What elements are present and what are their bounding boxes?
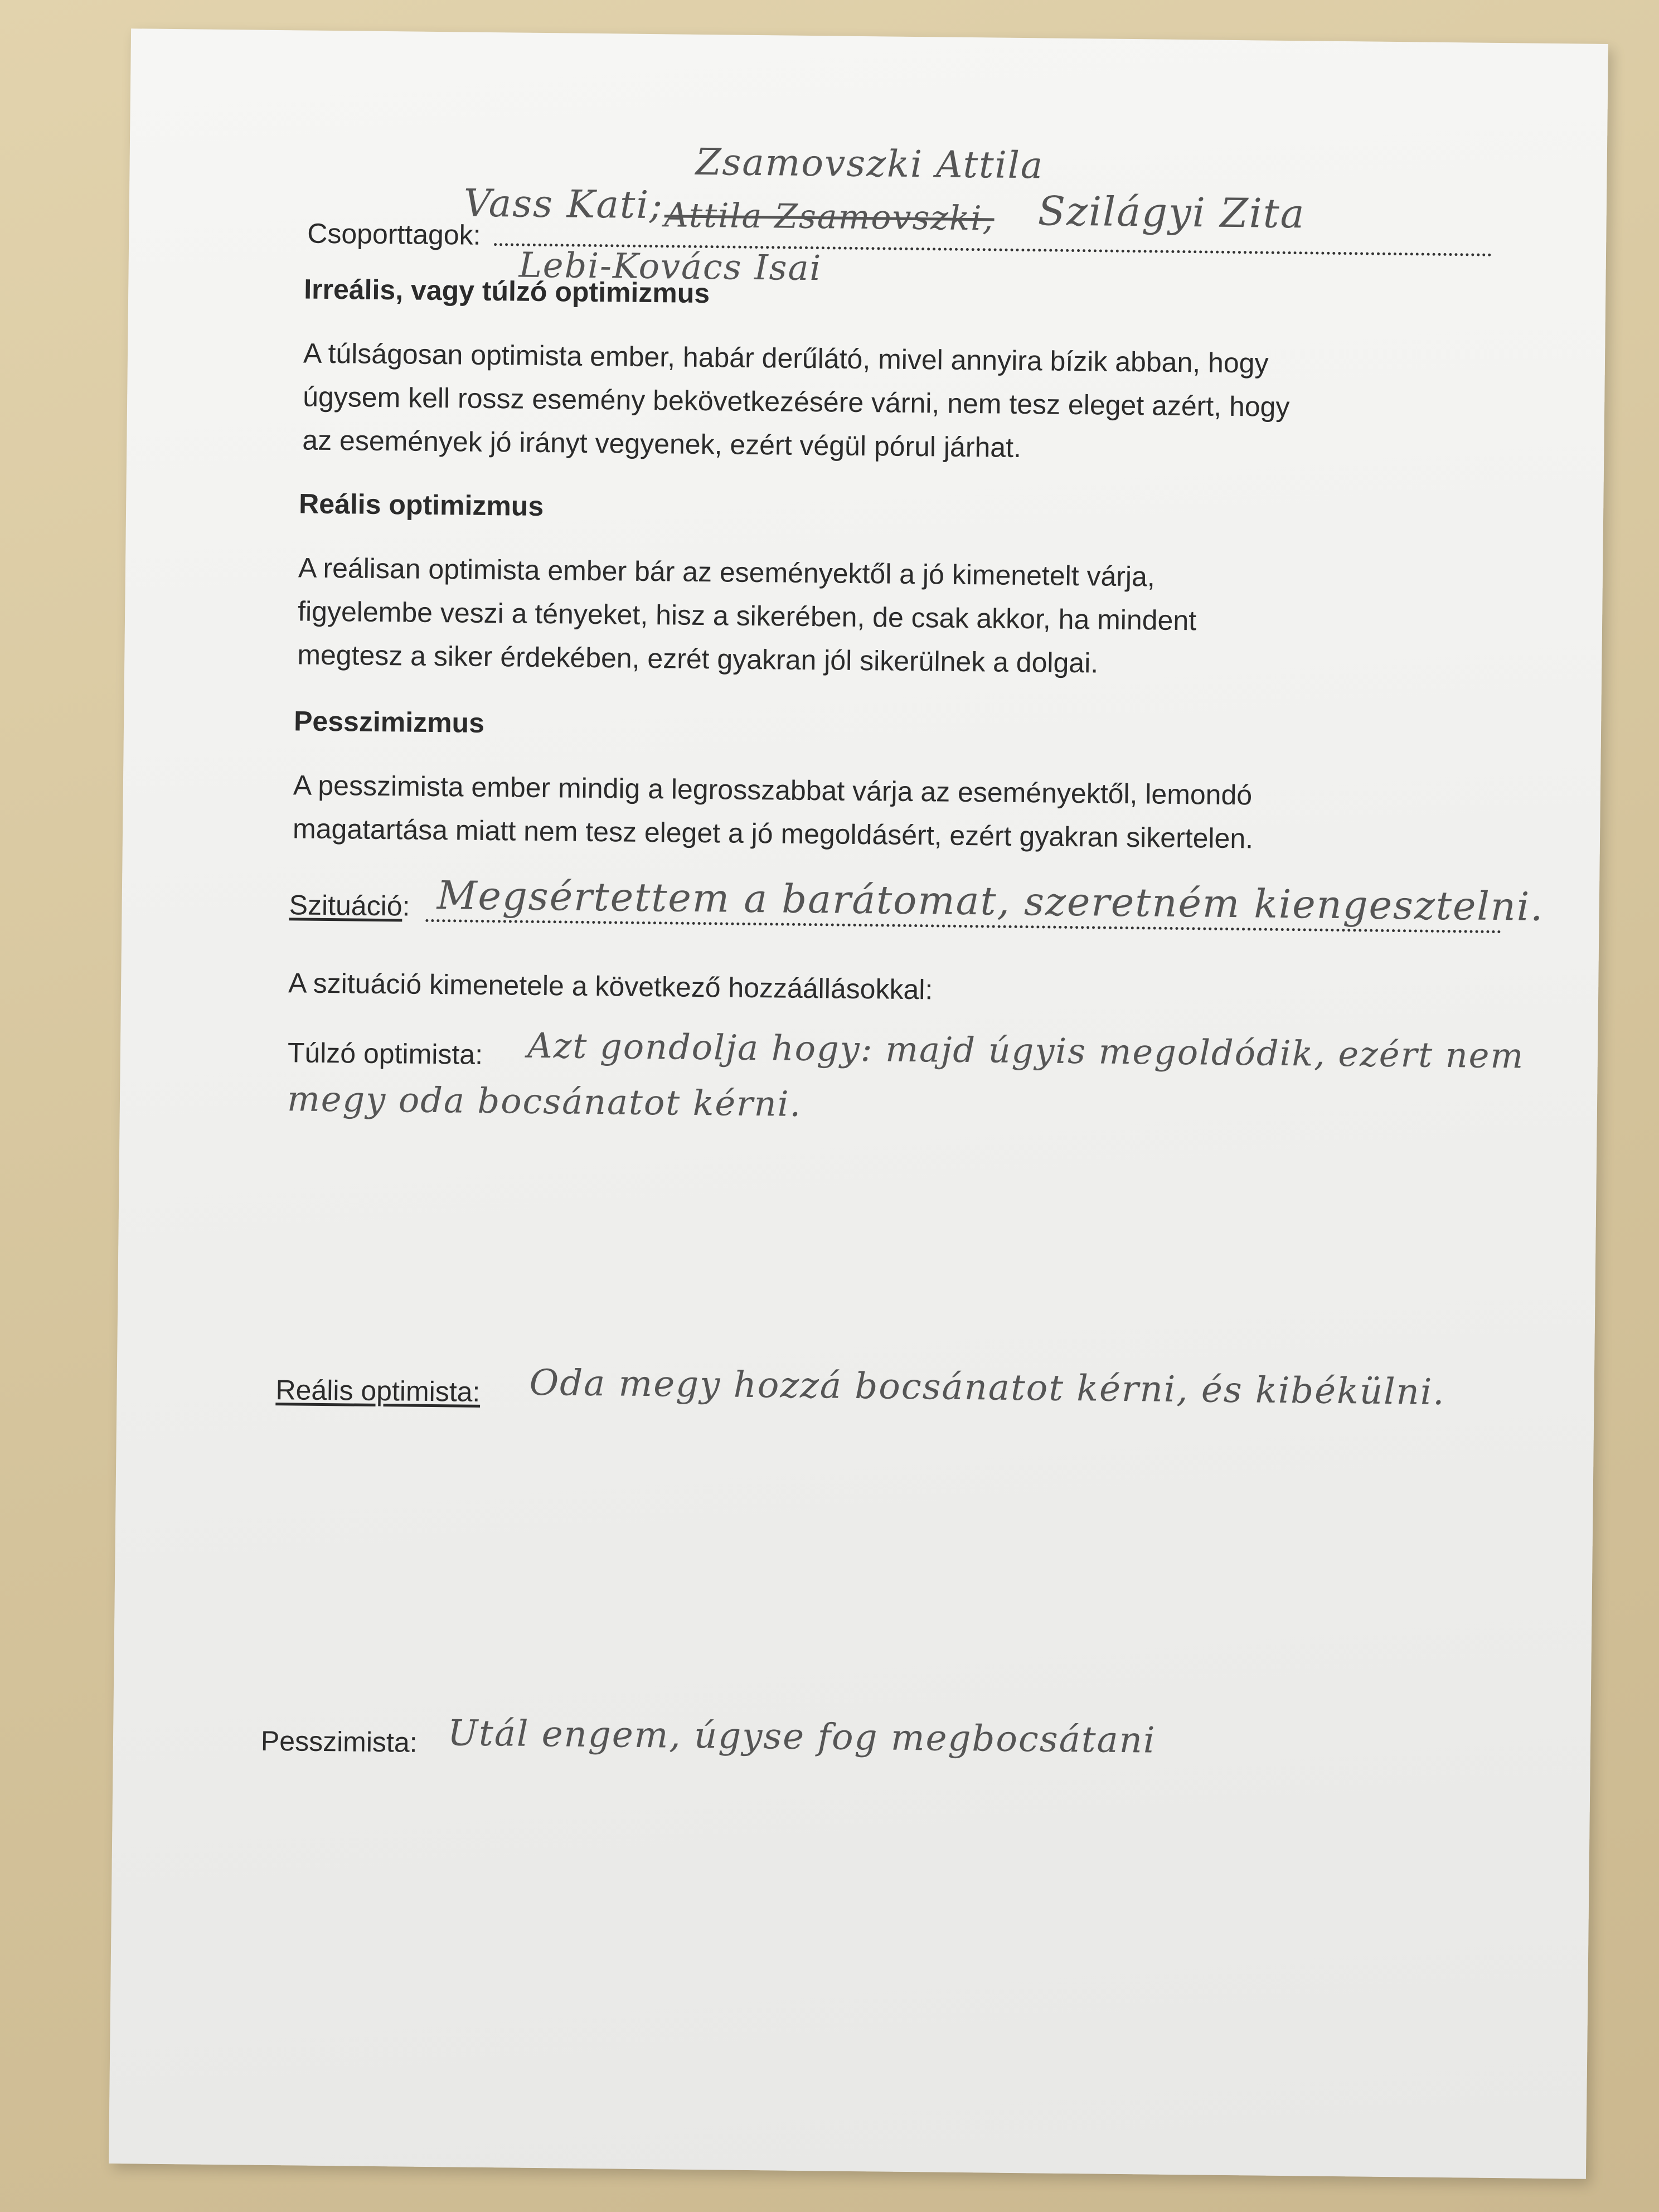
member-name-above: Zsamovszki Attila [695,140,1044,187]
situation-label: Szituáció: [289,889,410,922]
member-name-szilagyi: Szilágyi Zita [1037,187,1306,237]
tulzo-optimista-answer-line1: Azt gondolja hogy: majd úgyis megoldódik, ezért nem [527,1025,1525,1076]
realis-optimista-answer: Oda megy hozzá bocsánatot kérni, és kibékülni. [529,1362,1445,1414]
section-text-line: A reálisan optimista ember bár az eseményektől a jó kimenetelt várja, [298,552,1156,593]
realis-optimista-label: Reális optimista: [275,1374,481,1408]
tulzo-optimista-answer-line2: megy oda bocsánatot kérni. [287,1078,802,1124]
section-heading-pesszimizmus: Pesszimizmus [293,705,485,739]
outcome-intro: A szituáció kimenetele a következő hozzáállásokkal: [288,967,933,1006]
section-heading-realis: Reális optimizmus [298,488,544,522]
section-text-line: figyelembe veszi a tényeket, hisz a sikerében, de csak akkor, ha mindent [297,595,1197,637]
member-name-vass: Vass Kati; [463,181,664,228]
section-heading-irrealis: Irreális, vagy túlzó optimizmus [303,273,710,309]
section-text-line: A pesszimista ember mindig a legrosszabbat várja az eseményektől, lemondó [293,769,1253,811]
member-name-below: Lebi-Kovács Isai [518,244,822,289]
pesszimista-label: Pesszimista: [260,1725,418,1758]
pesszimista-answer: Utál engem, úgyse fog megbocsátani [447,1713,1156,1762]
member-name-struck: Attila Zsamovszki, [664,196,995,239]
section-text-line: az események jó irányt vegyenek, ezért végül pórul járhat. [302,424,1022,463]
section-text-line: A túlságosan optimista ember, habár derűlátó, mivel annyira bízik abban, hogy [303,337,1269,379]
tulzo-optimista-label: Túlzó optimista: [287,1037,483,1070]
group-members-label: Csoporttagok: [307,217,481,251]
section-text-line: megtesz a siker érdekében, ezrét gyakran jól sikerülnek a dolgai. [297,639,1099,679]
worksheet-paper [109,28,1608,2179]
situation-answer: Megsértettem a barátomat, szeretném kiengesztelni. [436,872,1544,930]
section-text-line: úgysem kell rossz esemény bekövetkezésére várni, nem tesz eleget azért, hogy [302,381,1290,423]
section-text-line: magatartása miatt nem tesz eleget a jó megoldásért, ezért gyakran sikertelen. [292,813,1254,855]
